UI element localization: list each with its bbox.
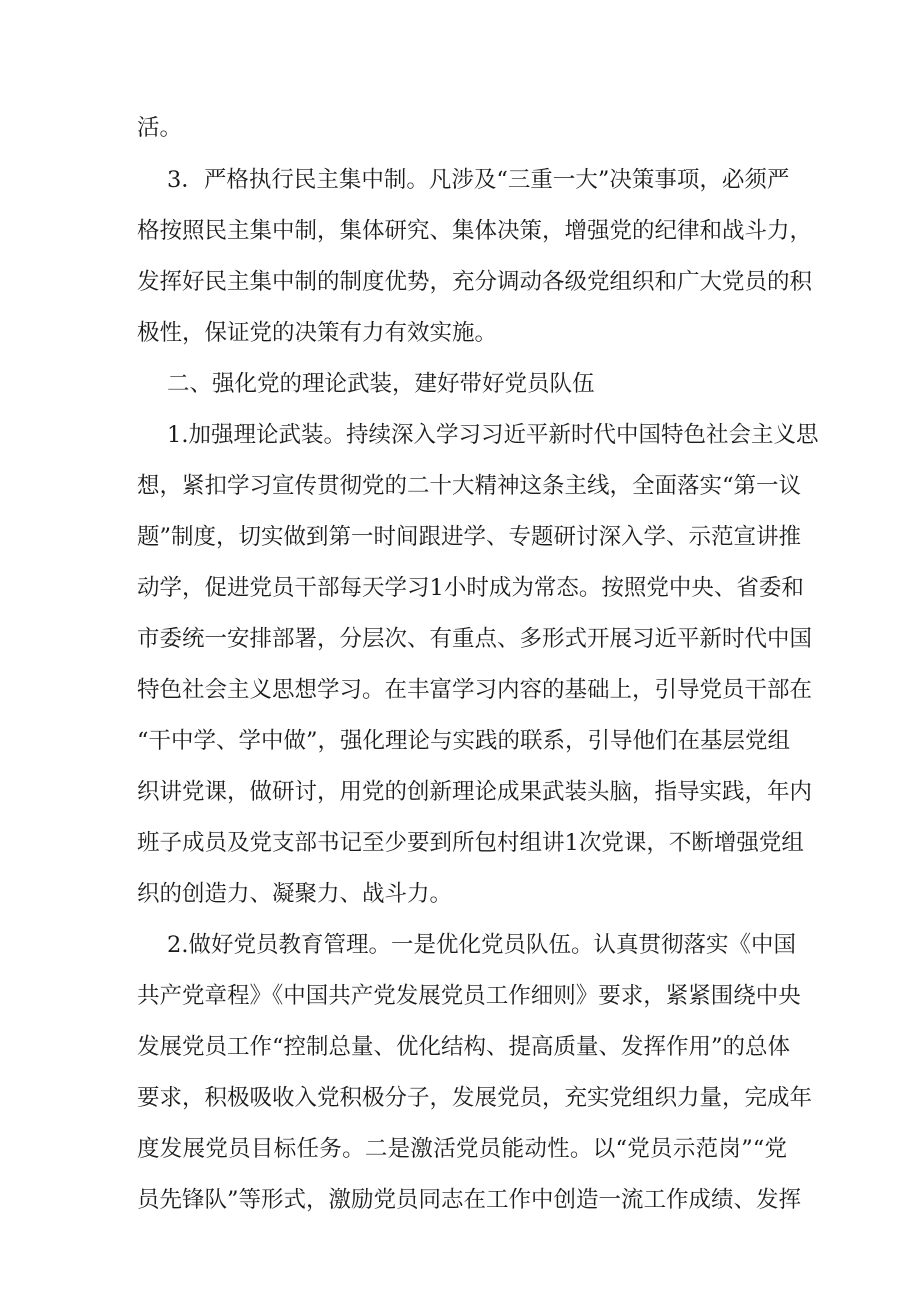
paragraph-line: 市委统一安排部署，分层次、有重点、多形式开展习近平新时代中国: [137, 626, 813, 652]
paragraph-line: 想，紧扣学习宣传贯彻党的二十大精神这条主线，全面落实“第一议: [137, 473, 802, 499]
paragraph-line: 要求，积极吸收入党积极分子，发展党员，充实党组织力量，完成年: [137, 1085, 813, 1111]
paragraph-line: 度发展党员目标任务。二是激活党员能动性。以“党员示范岗”“党: [137, 1136, 787, 1162]
paragraph-line: 特色社会主义思想学习。在丰富学习内容的基础上，引导党员干部在: [137, 677, 813, 703]
paragraph-line: 发挥好民主集中制的制度优势，充分调动各级党组织和广大党员的积: [137, 269, 813, 295]
paragraph-line: 共产党章程》《中国共产党发展党员工作细则》要求，紧紧围绕中央: [137, 983, 801, 1009]
paragraph-line: 1.加强理论武装。持续深入学习习近平新时代中国特色社会主义思: [167, 422, 819, 448]
paragraph-line: 织讲党课，做研讨，用党的创新理论成果武装头脑，指导实践，年内: [137, 779, 813, 805]
paragraph-line: 极性，保证党的决策有力有效实施。: [137, 320, 498, 346]
paragraph-line: “干中学、学中做”，强化理论与实践的联系，引导他们在基层党组: [137, 728, 791, 754]
paragraph-line: 题”制度，切实做到第一时间跟进学、专题研讨深入学、示范宣讲推: [137, 524, 802, 550]
paragraph-line: 2.做好党员教育管理。一是优化党员队伍。认真贯彻落实《中国: [167, 932, 796, 958]
paragraph-line: 3．严格执行民主集中制。凡涉及“三重一大”决策事项，必须严: [167, 167, 790, 193]
paragraph-line: 班子成员及党支部书记至少要到所包村组讲1次党课，不断增强党组: [137, 830, 804, 856]
paragraph-line: 员先锋队”等形式，激励党员同志在工作中创造一流工作成绩、发挥: [137, 1187, 802, 1213]
section-heading: 二、强化党的理论武装，建好带好党员队伍: [167, 371, 595, 397]
paragraph-line: 动学，促进党员干部每天学习1小时成为常态。按照党中央、省委和: [137, 575, 804, 601]
paragraph-line: 发展党员工作“控制总量、优化结构、提高质量、发挥作用”的总体: [137, 1034, 791, 1060]
paragraph-line: 织的创造力、凝聚力、战斗力。: [137, 881, 453, 907]
paragraph-line: 活。: [137, 115, 183, 141]
paragraph-line: 格按照民主集中制，集体研究、集体决策，增强党的纪律和战斗力，: [137, 218, 813, 244]
